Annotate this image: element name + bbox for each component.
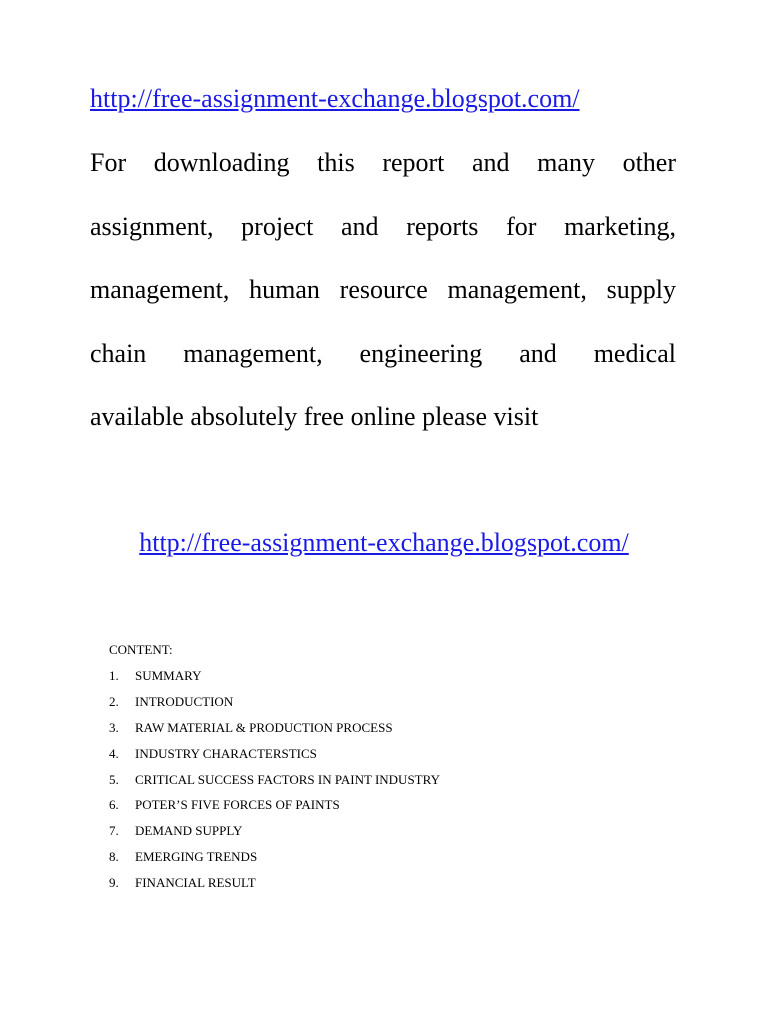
center-link-container <box>0 526 768 560</box>
table-of-contents <box>109 640 440 899</box>
toc-item <box>109 873 440 899</box>
toc-item <box>109 718 440 744</box>
toc-item-text: INDUSTRY CHARACTERSTICS <box>135 745 317 761</box>
paragraph-line: chain management, engineering and medical <box>90 338 676 368</box>
toc-item <box>109 666 440 692</box>
toc-item-number: 2. <box>109 693 119 709</box>
toc-item-number: 7. <box>109 823 119 839</box>
toc-item <box>109 744 440 770</box>
toc-item-text: FINANCIAL RESULT <box>135 875 256 891</box>
toc-item-number: 4. <box>109 745 119 761</box>
intro-paragraph <box>90 131 676 449</box>
toc-item <box>109 692 440 718</box>
toc-item-text: POTER’S FIVE FORCES OF PAINTS <box>135 797 340 813</box>
toc-item <box>109 795 440 821</box>
center-blog-link[interactable]: http://free-assignment-exchange.blogspot.com/ <box>139 528 629 557</box>
toc-item-text: CRITICAL SUCCESS FACTORS IN PAINT INDUSTRY <box>135 771 440 787</box>
toc-item-text: DEMAND SUPPLY <box>135 823 243 839</box>
top-blog-link[interactable]: http://free-assignment-exchange.blogspot.com/ <box>90 84 580 113</box>
toc-item <box>109 847 440 873</box>
toc-item <box>109 821 440 847</box>
toc-item-text: INTRODUCTION <box>135 693 234 709</box>
toc-item-text: SUMMARY <box>135 668 202 683</box>
toc-list <box>109 666 440 899</box>
toc-item-number: 6. <box>109 797 119 813</box>
paragraph-line: available absolutely free online please visit <box>90 402 539 431</box>
toc-item-text: EMERGING TRENDS <box>135 849 258 865</box>
toc-heading: CONTENT: <box>109 642 173 657</box>
toc-item-text: RAW MATERIAL & PRODUCTION PROCESS <box>135 719 393 735</box>
paragraph-line: management, human resource management, supply <box>90 275 676 304</box>
toc-item <box>109 770 440 796</box>
paragraph-line: assignment, project and reports for marketing, <box>90 211 676 241</box>
toc-item-number: 3. <box>109 719 119 735</box>
paragraph-line: For downloading this report and many other <box>90 148 676 177</box>
toc-item-number: 9. <box>109 875 119 891</box>
toc-item-number: 1. <box>109 668 119 683</box>
toc-item-number: 5. <box>109 771 119 787</box>
toc-item-number: 8. <box>109 849 119 865</box>
